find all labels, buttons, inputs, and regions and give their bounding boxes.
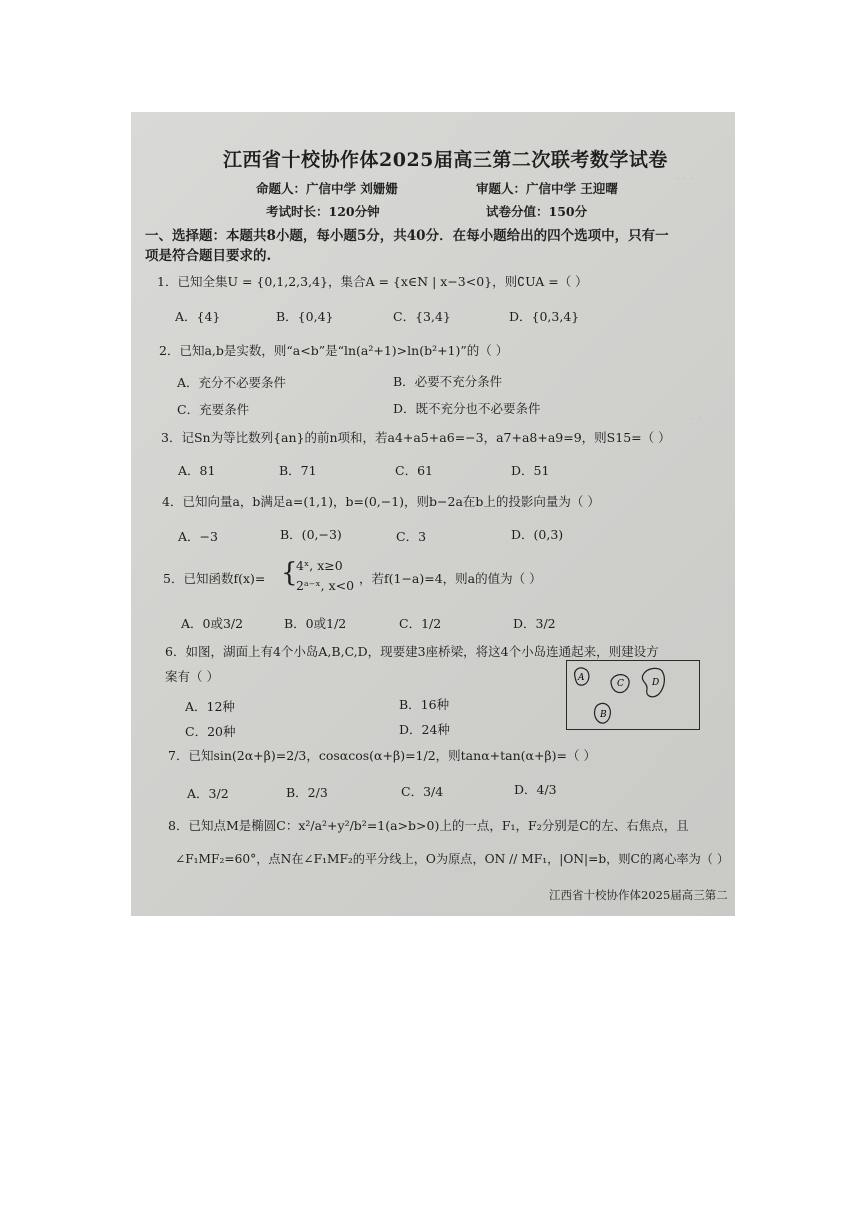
question-1-stem: 1．已知全集U = {0,1,2,3,4}，集合A = {x∈N | x−3<0}，则∁UA =（ ）	[157, 274, 588, 289]
page-footer: 江西省十校协作体2025届高三第二	[549, 888, 728, 902]
question-6-option-d: D．24种	[399, 722, 450, 737]
section-heading-cont: 项是符合题目要求的.	[145, 248, 272, 264]
question-2-option-b: B．必要不充分条件	[393, 374, 503, 389]
question-4-option-b: B．(0,−3)	[280, 527, 342, 542]
reviewer-line: 审题人：广信中学 王迎曙	[476, 181, 618, 196]
question-4-option-c: C．3	[396, 529, 427, 544]
question-5-stem-prefix: 5．已知函数f(x)=	[163, 571, 266, 586]
island-label-d: D	[652, 678, 660, 688]
question-1-option-b: B．{0,4}	[276, 309, 334, 324]
question-5-option-c: C．1/2	[399, 616, 442, 631]
question-5-option-a: A．0或3/2	[181, 616, 244, 631]
duration-line: 考试时长：120分钟	[266, 204, 380, 219]
question-1-option-a: A．{4}	[175, 309, 221, 324]
question-3-stem: 3．记Sn为等比数列{an}的前n项和，若a4+a5+a6=−3，a7+a8+a9=9，则S15=（ ）	[161, 430, 671, 445]
question-7-option-a: A．3/2	[187, 786, 229, 801]
island-figure-drawing	[567, 661, 699, 729]
question-6-option-a: A．12种	[185, 699, 235, 714]
question-3-option-d: D．51	[511, 463, 550, 478]
question-7-option-c: C．3/4	[401, 784, 444, 799]
question-3-option-c: C．61	[395, 463, 433, 478]
island-label-b: B	[600, 710, 607, 720]
question-5-option-b: B．0或1/2	[284, 616, 347, 631]
score-line: 试卷分值：150分	[486, 204, 588, 219]
question-7-option-d: D．4/3	[514, 782, 557, 797]
question-7-option-b: B．2/3	[286, 785, 328, 800]
question-2-option-c: C．充要条件	[177, 402, 250, 417]
question-1-option-d: D．{0,3,4}	[509, 309, 580, 324]
question-4-option-d: D．(0,3)	[511, 527, 564, 542]
question-8-stem-cont: ∠F₁MF₂=60°，点N在∠F₁MF₂的平分线上，O为原点，ON // MF₁，|ON|=b，则C的离心率为（ ）	[175, 852, 730, 866]
question-6-stem: 6．如图，湖面上有4个小岛A,B,C,D，现要建3座桥梁，将这4个小岛连通起来，则建设方	[165, 644, 659, 659]
island-label-c: C	[617, 679, 624, 689]
question-2-option-d: D．既不充分也不必要条件	[393, 401, 541, 416]
piecewise-case-1: 4ˣ, x≥0	[296, 558, 343, 573]
question-6-stem-cont: 案有（ ）	[165, 669, 219, 684]
question-3-option-a: A．81	[178, 463, 216, 478]
question-6-option-c: C．20种	[185, 724, 236, 739]
question-4-option-a: A．−3	[178, 529, 218, 544]
question-8-stem: 8．已知点M是椭圆C：x²/a²+y²/b²=1(a>b>0)上的一点，F₁，F₂分别是C的左、右焦点，且	[168, 818, 689, 833]
question-5-stem-suffix: ，若f(1−a)=4，则a的值为（ ）	[359, 571, 542, 586]
question-2-stem: 2．已知a,b是实数，则“a<b”是“ln(a²+1)>ln(b²+1)”的（ ）	[159, 343, 509, 358]
piecewise-brace: {	[281, 558, 298, 588]
island-figure	[566, 660, 700, 730]
island-label-a: A	[578, 673, 585, 683]
question-2-option-a: A．充分不必要条件	[177, 375, 287, 390]
question-3-option-b: B．71	[279, 463, 317, 478]
piecewise-case-2: 2ᵃ⁻ˣ, x<0	[296, 578, 355, 593]
exam-photo	[131, 112, 735, 916]
bleed-through-mark: · · ·	[676, 172, 694, 185]
question-1-option-c: C．{3,4}	[393, 309, 451, 324]
question-7-stem: 7．已知sin(2α+β)=2/3，cosαcos(α+β)=1/2，则tanα+tan(α+β)=（ ）	[168, 748, 596, 763]
question-6-option-b: B．16种	[399, 697, 450, 712]
author-line: 命题人：广信中学 刘姗姗	[256, 181, 398, 196]
bleed-through-mark: · ·	[691, 412, 702, 425]
question-4-stem: 4．已知向量a，b满足a=(1,1)，b=(0,−1)，则b−2a在b上的投影向量为（ ）	[162, 494, 600, 509]
question-5-option-d: D．3/2	[513, 616, 556, 631]
exam-title: 江西省十校协作体2025届高三第二次联考数学试卷	[223, 149, 668, 171]
section-heading: 一、选择题：本题共8小题，每小题5分，共40分．在每小题给出的四个选项中，只有一	[145, 228, 669, 244]
